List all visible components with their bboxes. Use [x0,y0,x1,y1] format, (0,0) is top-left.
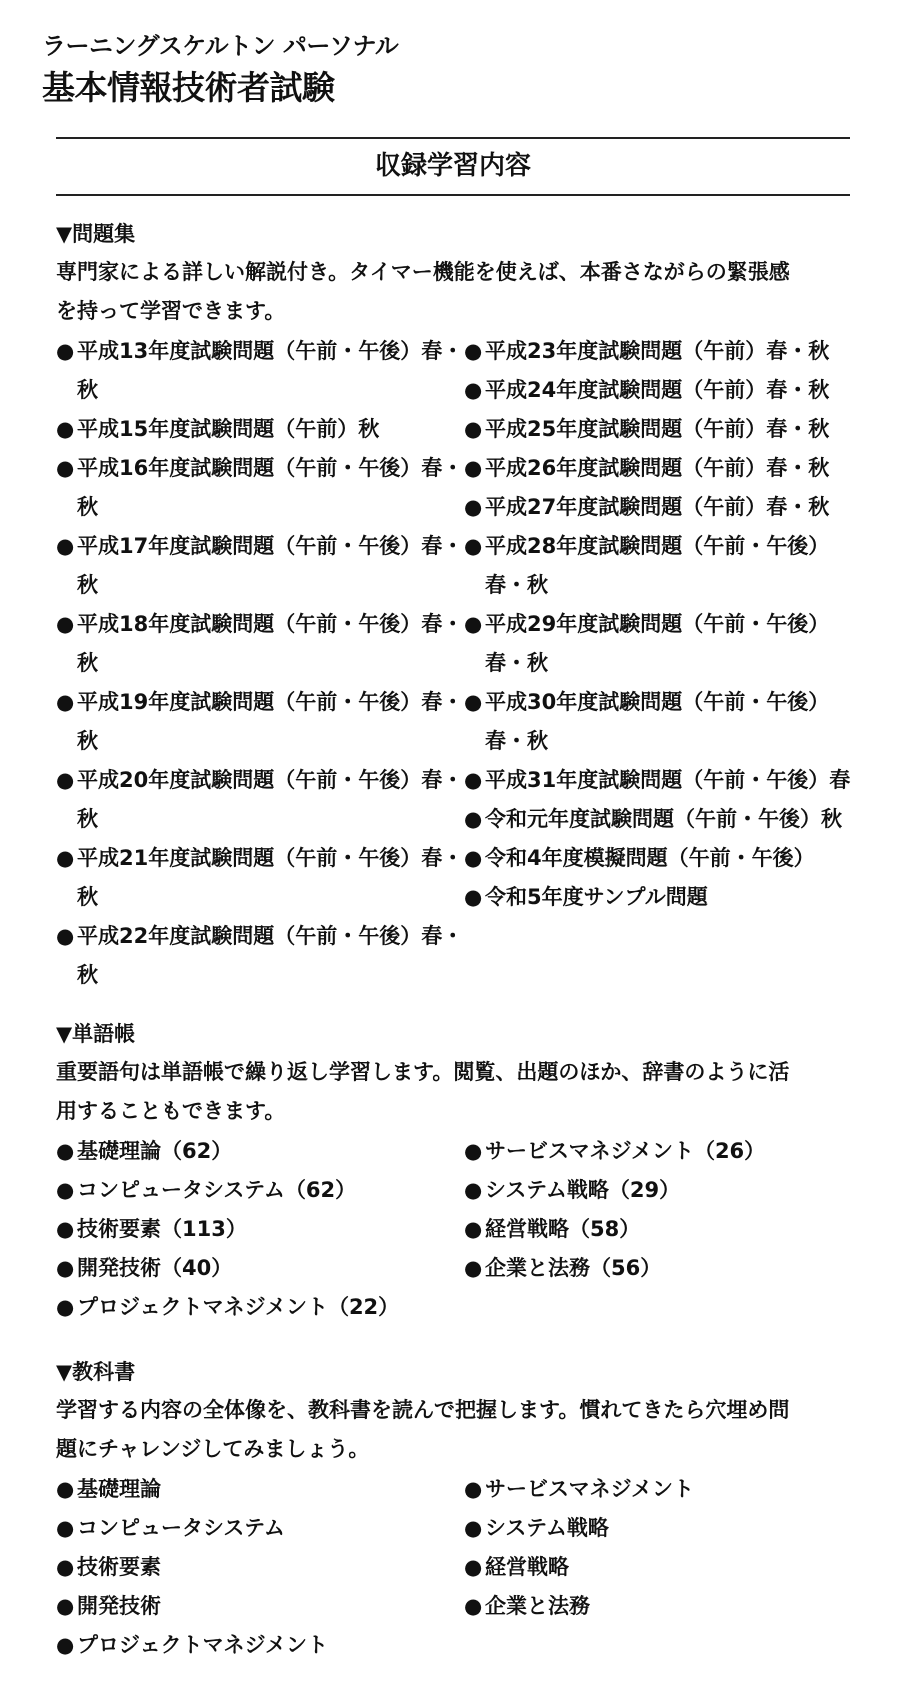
list-item: ● 平成20年度試験問題（午前・午後）春・秋 [56,761,464,839]
list-item: ● 令和4年度模擬問題（午前・午後） [464,839,856,878]
tangocho-columns [56,1132,856,1327]
mondaishu-description-line: を持って学習できます。 [56,299,286,323]
heading-rule-top [56,137,850,139]
list-item: ● システム戦略（29） [464,1171,856,1210]
kyokasho-title: ▼教科書 [56,1360,136,1384]
heading-rule-bottom [56,194,850,196]
mondaishu-description-line: 専門家による詳しい解説付き。タイマー機能を使えば、本番さながらの緊張感 [56,260,790,284]
list-item: ● 平成22年度試験問題（午前・午後）春・秋 [56,917,464,995]
tangocho-description-line: 用することもできます。 [56,1099,286,1123]
list-item: ● コンピュータシステム [56,1509,464,1548]
list-item: ● 平成26年度試験問題（午前）春・秋 [464,449,856,488]
product-brand: ラーニングスケルトン パーソナル [42,32,399,60]
exam-title: 基本情報技術者試験 [42,68,335,107]
list-item: ● 基礎理論 [56,1470,464,1509]
kyokasho-description-line: 題にチャレンジしてみましょう。 [56,1437,370,1461]
list-item: ● コンピュータシステム（62） [56,1171,464,1210]
list-item: ● 平成29年度試験問題（午前・午後）春・秋 [464,605,856,683]
kyokasho-left-list [56,1470,464,1665]
list-item: ● 開発技術（40） [56,1249,464,1288]
list-item: ● 平成30年度試験問題（午前・午後）春・秋 [464,683,856,761]
mondaishu-title: ▼問題集 [56,222,136,246]
mondaishu-columns [56,332,856,995]
list-item: ● 平成25年度試験問題（午前）春・秋 [464,410,856,449]
tangocho-description-line: 重要語句は単語帳で繰り返し学習します。閲覧、出題のほか、辞書のように活 [56,1060,790,1084]
list-item: ● 平成27年度試験問題（午前）春・秋 [464,488,856,527]
list-item: ● 経営戦略（58） [464,1210,856,1249]
list-item: ● システム戦略 [464,1509,856,1548]
list-item: ● 平成23年度試験問題（午前）春・秋 [464,332,856,371]
list-item: ● サービスマネジメント [464,1470,856,1509]
list-item: ● 経営戦略 [464,1548,856,1587]
mondaishu-right-list [464,332,856,995]
tangocho-section [56,1015,856,1327]
list-item: ● 平成24年度試験問題（午前）春・秋 [464,371,856,410]
kyokasho-section [56,1353,856,1665]
list-item: ● 平成28年度試験問題（午前・午後）春・秋 [464,527,856,605]
section-heading: 収録学習内容 [374,151,531,181]
list-item: ● プロジェクトマネジメント [56,1626,464,1665]
list-item: ● 平成17年度試験問題（午前・午後）春・秋 [56,527,464,605]
kyokasho-columns [56,1470,856,1665]
list-item: ● 技術要素 [56,1548,464,1587]
tangocho-right-list [464,1132,856,1327]
list-item: ● 技術要素（113） [56,1210,464,1249]
mondaishu-section [56,215,856,995]
list-item: ● 平成15年度試験問題（午前）秋 [56,410,464,449]
list-item: ● 平成31年度試験問題（午前・午後）春 [464,761,856,800]
list-item: ● サービスマネジメント（26） [464,1132,856,1171]
list-item: ● 平成19年度試験問題（午前・午後）春・秋 [56,683,464,761]
tangocho-left-list [56,1132,464,1327]
list-item: ● 企業と法務 [464,1587,856,1626]
list-item: ● 開発技術 [56,1587,464,1626]
kyokasho-description-line: 学習する内容の全体像を、教科書を読んで把握します。慣れてきたら穴埋め問 [56,1398,790,1422]
list-item: ● 企業と法務（56） [464,1249,856,1288]
list-item: ● 平成18年度試験問題（午前・午後）春・秋 [56,605,464,683]
mondaishu-left-list [56,332,464,995]
list-item: ● プロジェクトマネジメント（22） [56,1288,464,1327]
list-item: ● 令和5年度サンプル問題 [464,878,856,917]
list-item: ● 基礎理論（62） [56,1132,464,1171]
list-item: ● 平成13年度試験問題（午前・午後）春・秋 [56,332,464,410]
list-item: ● 令和元年度試験問題（午前・午後）秋 [464,800,856,839]
kyokasho-right-list [464,1470,856,1665]
list-item: ● 平成21年度試験問題（午前・午後）春・秋 [56,839,464,917]
tangocho-title: ▼単語帳 [56,1022,136,1046]
header [42,26,398,110]
list-item: ● 平成16年度試験問題（午前・午後）春・秋 [56,449,464,527]
